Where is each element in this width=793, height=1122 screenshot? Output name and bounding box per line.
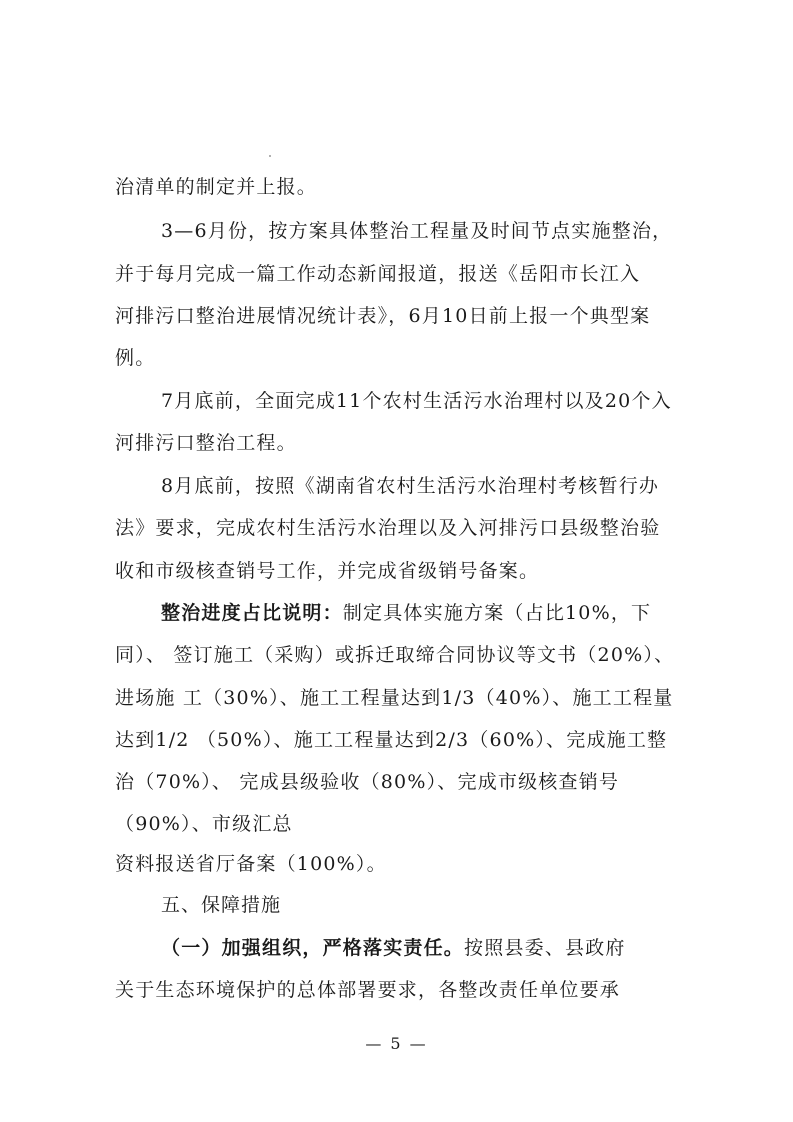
text-line: 进场施 工（30%）、施工工程量达到1/3（40%）、施工工程量 <box>115 687 674 709</box>
text-line: 河排污口整治工程。 <box>115 432 297 454</box>
text-line: 河排污口整治进展情况统计表》，6月10日前上报一个典型案 <box>115 305 651 327</box>
scan-speck <box>269 155 271 157</box>
progress-note-line <box>161 595 695 631</box>
text-line: 并于每月完成一篇工作动态新闻报道，报送《岳阳市长江入 <box>115 263 641 285</box>
text-line: （90%）、市级汇总 <box>115 813 293 835</box>
text-line: 法》要求，完成农村生活污水治理以及入河排污口县级整治验 <box>115 517 661 539</box>
text-line: 3—6月份，按方案具体整治工程量及时间节点实施整治， <box>161 220 673 242</box>
subsection-line <box>161 930 695 966</box>
progress-note-text: 制定具体实施方案（占比10%，下 <box>342 602 652 624</box>
text-line: 收和市级核查销号工作，并完成省级销号备案。 <box>115 560 540 582</box>
text-line: 资料报送省厅备案（100%）。 <box>115 853 387 875</box>
subsection-text: 按照县委、县政府 <box>464 937 626 959</box>
page-number: — 5 — <box>365 1034 428 1053</box>
text-line: 关于生态环境保护的总体部署要求，各整改责任单位要承 <box>115 979 621 1001</box>
text-line: 例。 <box>115 347 156 369</box>
subsection-title: （一）加强组织，严格落实责任。 <box>161 937 465 959</box>
text-line: 治清单的制定并上报。 <box>115 176 318 198</box>
progress-note-title: 整治进度占比说明： <box>161 602 343 624</box>
text-line: 治（70%）、 完成县级验收（80%）、完成市级核查销号 <box>115 771 620 793</box>
text-line: 达到1/2 （50%）、施工工程量达到2/3（60%）、完成施工整 <box>115 729 668 751</box>
section-heading: 五、保障措施 <box>161 894 282 916</box>
text-line: 8月底前，按照《湖南省农村生活污水治理村考核暂行办 <box>161 475 660 497</box>
text-line: 同）、 签订施工（采购）或拆迁取缔合同协议等文书（20%）、 <box>115 644 675 666</box>
text-line: 7月底前，全面完成11个农村生活污水治理村以及20个入 <box>161 390 672 412</box>
